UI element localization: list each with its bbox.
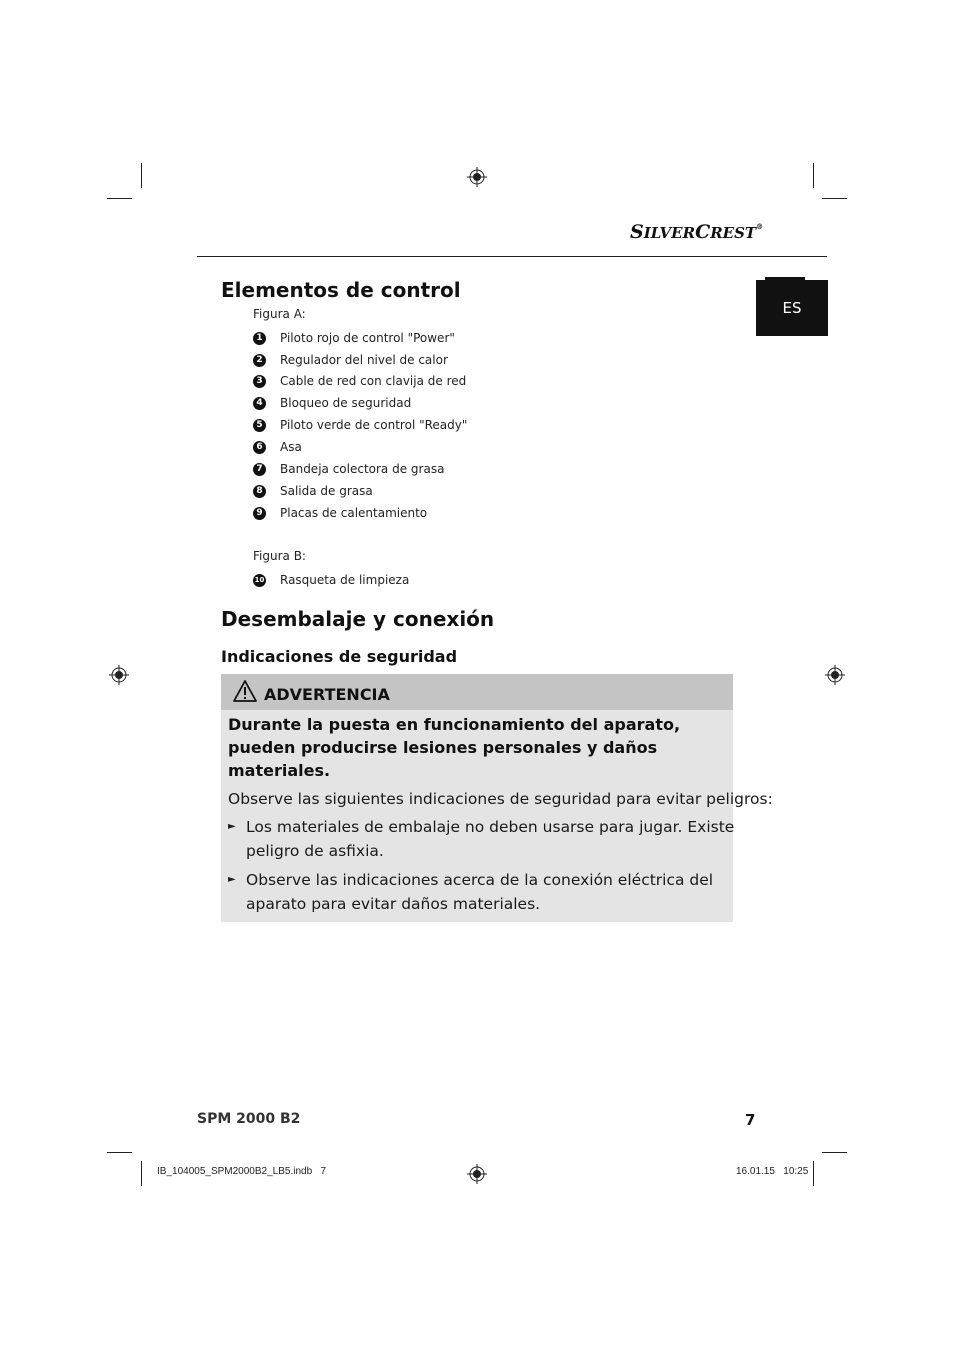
list-item-label: Bandeja colectora de grasa bbox=[280, 462, 445, 476]
registration-mark-icon bbox=[825, 665, 845, 685]
language-tab bbox=[756, 280, 828, 336]
list-item bbox=[253, 572, 409, 588]
bullet-arrow-icon: ► bbox=[228, 874, 236, 885]
figure-b-label: Figura B: bbox=[253, 549, 306, 563]
item-number-badge: 3 bbox=[253, 375, 266, 388]
list-item bbox=[253, 505, 427, 521]
header-rule bbox=[197, 256, 827, 257]
list-item-label: Bloqueo de seguridad bbox=[280, 396, 412, 410]
footer-model: SPM 2000 B2 bbox=[197, 1111, 301, 1127]
list-item-label: Cable de red con clavija de red bbox=[280, 374, 467, 388]
section-title-controls: Elementos de control bbox=[221, 278, 461, 302]
list-item bbox=[253, 439, 302, 455]
list-item-label: Placas de calentamiento bbox=[280, 506, 428, 520]
list-item-label: Piloto rojo de control "Power" bbox=[280, 331, 455, 345]
list-item-label: Rasqueta de limpieza bbox=[280, 573, 410, 587]
item-number-badge: 6 bbox=[253, 441, 266, 454]
bullet-arrow-icon: ► bbox=[228, 821, 236, 832]
warning-title: ADVERTENCIA bbox=[264, 685, 390, 704]
list-item bbox=[253, 373, 466, 389]
item-number-badge: 8 bbox=[253, 485, 266, 498]
warning-bullet-line: peligro de asfixia. bbox=[246, 842, 384, 860]
brand-logo: SILVERCREST® bbox=[630, 221, 764, 243]
print-slug-date: 16.01.15 10:25 bbox=[736, 1166, 809, 1177]
warning-triangle-icon bbox=[233, 680, 257, 702]
registration-mark-icon bbox=[467, 167, 487, 187]
crop-mark bbox=[813, 1161, 814, 1186]
item-number-badge: 7 bbox=[253, 463, 266, 476]
list-item-label: Piloto verde de control "Ready" bbox=[280, 418, 468, 432]
list-item bbox=[253, 483, 373, 499]
item-number-badge: 4 bbox=[253, 397, 266, 410]
item-number-badge: 5 bbox=[253, 419, 266, 432]
language-tab-label: ES bbox=[782, 299, 802, 317]
registration-mark-icon bbox=[467, 1164, 487, 1184]
figure-a-label: Figura A: bbox=[253, 307, 306, 321]
crop-mark bbox=[822, 198, 847, 199]
crop-mark bbox=[141, 1161, 142, 1186]
crop-mark bbox=[107, 198, 132, 199]
warning-bold-text: Durante la puesta en funcionamiento del aparato, pueden producirse lesiones personales y daños materiales. bbox=[228, 715, 681, 780]
list-item-label: Salida de grasa bbox=[280, 484, 373, 498]
warning-bullet-line: Los materiales de embalaje no deben usarse para jugar. Existe bbox=[246, 818, 735, 836]
warning-bullet-line: aparato para evitar daños materiales. bbox=[246, 895, 541, 913]
list-item-label: Asa bbox=[280, 440, 302, 454]
warning-intro: Observe las siguientes indicaciones de seguridad para evitar peligros: bbox=[228, 790, 773, 808]
list-item bbox=[253, 461, 444, 477]
item-number-badge: 1 bbox=[253, 332, 266, 345]
crop-mark bbox=[813, 163, 814, 188]
list-item-label: Regulador del nivel de calor bbox=[280, 353, 448, 367]
section-title-unpacking: Desembalaje y conexión bbox=[221, 607, 495, 631]
subsection-title-safety: Indicaciones de seguridad bbox=[221, 647, 458, 666]
crop-mark bbox=[141, 163, 142, 188]
list-item bbox=[253, 395, 411, 411]
crop-mark bbox=[822, 1152, 847, 1153]
print-slug-file: IB_104005_SPM2000B2_LB5.indb 7 bbox=[157, 1166, 327, 1177]
list-item bbox=[253, 417, 467, 433]
item-number-badge: 10 bbox=[253, 574, 266, 587]
warning-bullet-line: Observe las indicaciones acerca de la conexión eléctrica del bbox=[246, 871, 714, 889]
crop-mark bbox=[107, 1152, 132, 1153]
item-number-badge: 9 bbox=[253, 507, 266, 520]
page-number: 7 bbox=[745, 1111, 756, 1129]
registration-mark-icon bbox=[109, 665, 129, 685]
list-item bbox=[253, 330, 455, 346]
item-number-badge: 2 bbox=[253, 354, 266, 367]
list-item bbox=[253, 352, 448, 368]
